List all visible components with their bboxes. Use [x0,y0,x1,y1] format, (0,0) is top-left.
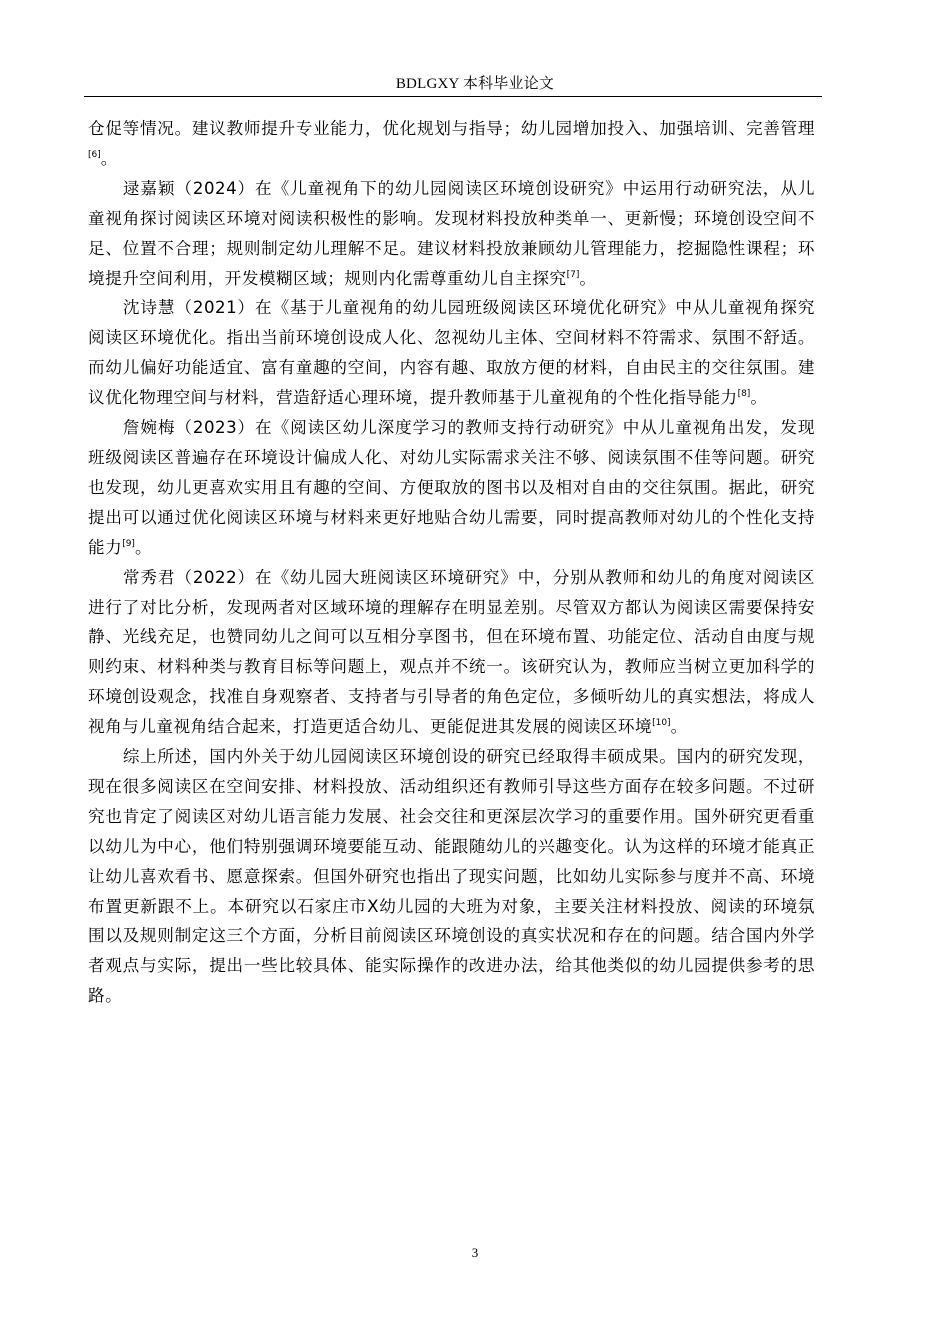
paragraph-tail: 。 [750,388,768,408]
paragraph-text: 詹婉梅（2023）在《阅读区幼儿深度学习的教师支持行动研究》中从儿童视角出发，发现班级阅读区普遍存在环境设计偏成人化、对幼儿实际需求关注不够、阅读氛围不佳等问题。研究也发现，幼儿更喜欢实用且有趣的空间、方便取放的图书以及相对自由的交往氛围。据此，研究提出可以通过优化阅读区环境与材料来更好地贴合幼儿需要，同时提高教师对幼儿的个性化支持能力 [88,418,815,557]
paragraph [88,293,815,413]
paragraph-text: 常秀君（2022）在《幼儿园大班阅读区环境研究》中，分别从教师和幼儿的角度对阅读区进行了对比分析，发现两者对区域环境的理解存在明显差别。尽管双方都认为阅读区需要保持安静、光线充足，也赞同幼儿之间可以互相分享图书，但在环境布置、功能定位、活动自由度与规则约束、材料种类与教育目标等问题上，观点并不统一。该研究认为，教师应当树立更加科学的环境创设观念，找准自身观察者、支持者与引导者的角色定位，多倾听幼儿的真实想法，将成人视角与儿童视角结合起来，打造更适合幼儿、更能促进其发展的阅读区环境 [88,567,815,737]
citation: [9] [122,538,135,549]
body-text [88,114,815,1011]
citation: [10] [652,718,671,729]
citation: [7] [566,269,580,280]
paragraph-text: 仓促等情况。建议教师提升专业能力，优化规划与指导；幼儿园增加投入、加强培训、完善管理 [88,119,815,138]
citation: [8] [737,389,751,400]
paragraph [88,114,815,174]
paragraph-tail: 。 [134,537,153,557]
page-number: 3 [471,1245,479,1260]
paragraph-text: 综上所述，国内外关于幼儿园阅读区环境创设的研究已经取得丰硕成果。国内的研究发现，现在很多阅读区在空间安排、材料投放、活动组织还有教师引导这些方面存在较多问题。不过研究也肯定了阅读区对幼儿语言能力发展、社会交往和更深层次学习的重要作用。国外研究更看重以幼儿为中心，他们特别强调环境要能互动、能跟随幼儿的兴趣变化。认为这样的环境才能真正让幼儿喜欢看书、愿意探索。但国外研究也指出了现实问题，比如幼儿实际参与度并不高、环境布置更新跟不上。本研究以石家庄市X幼儿园的大班为对象，主要关注材料投放、阅读的环境氛围以及规则制定这三个方面，分析目前阅读区环境创设的真实状况和存在的问题。结合国内外学者观点与实际，提出一些比较具体、能实际操作的改进办法，给其他类似的幼儿园提供参考的思路。 [88,747,815,1006]
citation: [6] [88,149,101,160]
paragraph [88,742,815,1011]
header-divider [84,96,822,97]
paragraph-tail: 。 [100,148,118,168]
paragraph [88,563,815,742]
header-title: BDLGXY 本科毕业论文 [395,76,555,92]
paragraph [88,174,815,294]
paragraph-text: 沈诗慧（2021）在《基于儿童视角的幼儿园班级阅读区环境优化研究》中从儿童视角探究阅读区环境优化。指出当前环境创设成人化、忽视幼儿主体、空间材料不符需求、氛围不舒适。而幼儿偏好功能适宜、富有童趣的空间，内容有趣、取放方便的材料，自由民主的交往氛围。建议优化物理空间与材料，营造舒适心理环境，提升教师基于儿童视角的个性化指导能力 [88,298,815,408]
paragraph [88,413,815,563]
paragraph-tail: 。 [670,717,688,737]
paragraph-text: 逯嘉颖（2024）在《儿童视角下的幼儿园阅读区环境创设研究》中运用行动研究法，从儿童视角探讨阅读区环境对阅读积极性的影响。发现材料投放种类单一、更新慢；环境创设空间不足、位置不合理；规则制定幼儿理解不足。建议材料投放兼顾幼儿管理能力，挖掘隐性课程；环境提升空间利用，开发模糊区域；规则内化需尊重幼儿自主探究 [88,178,815,288]
paragraph-tail: 。 [579,268,597,288]
